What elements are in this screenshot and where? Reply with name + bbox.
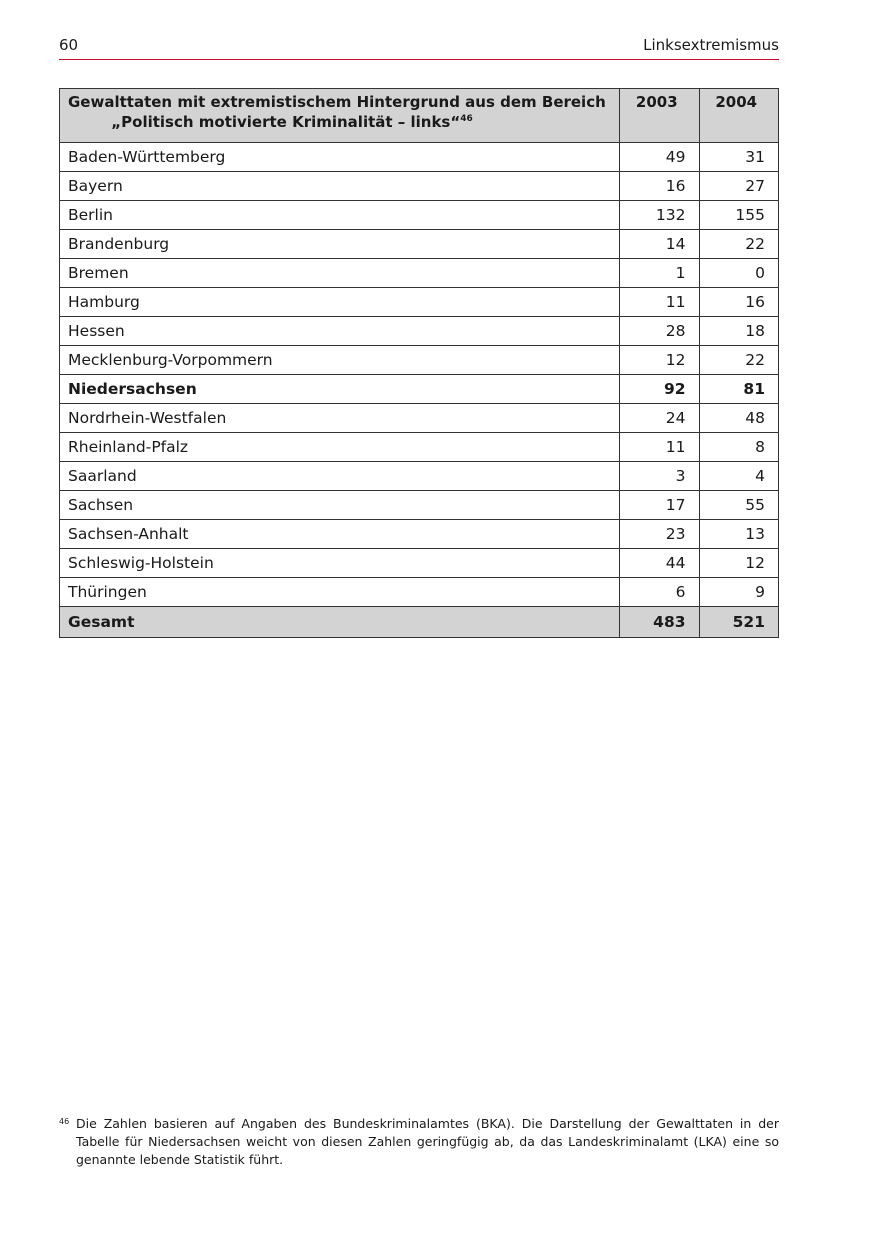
table-row [60, 346, 779, 375]
value-2004: 55 [699, 491, 778, 520]
table-title-line1: Gewalttaten mit extremistischem Hintergrund aus dem Bereich [68, 93, 606, 111]
value-2003: 6 [620, 578, 699, 607]
violence-statistics-table [59, 88, 779, 638]
state-name: Nordrhein-Westfalen [60, 404, 620, 433]
footnote-mark: 46 [59, 1117, 70, 1126]
table-row [60, 520, 779, 549]
table-row [60, 288, 779, 317]
value-2003: 14 [620, 230, 699, 259]
value-2004: 18 [699, 317, 778, 346]
value-2004: 16 [699, 288, 778, 317]
value-2003: 17 [620, 491, 699, 520]
value-2003: 132 [620, 201, 699, 230]
state-name: Niedersachsen [60, 375, 620, 404]
table-row-highlighted [60, 375, 779, 404]
table-row [60, 143, 779, 172]
table-row [60, 491, 779, 520]
value-2003: 16 [620, 172, 699, 201]
table-row [60, 462, 779, 491]
table-title-line2-wrap [68, 113, 606, 131]
value-2003: 44 [620, 549, 699, 578]
state-name: Berlin [60, 201, 620, 230]
state-name: Mecklenburg-Vorpommern [60, 346, 620, 375]
running-title: Linksextremismus [643, 36, 779, 54]
value-2003: 12 [620, 346, 699, 375]
table-title-line2: „Politisch motivierte Kriminalität – links“ [111, 113, 461, 131]
state-name: Hamburg [60, 288, 620, 317]
value-2004: 81 [699, 375, 778, 404]
value-2003: 28 [620, 317, 699, 346]
table-total-row [60, 607, 779, 638]
footnote [59, 1115, 779, 1169]
table-row [60, 172, 779, 201]
state-name: Saarland [60, 462, 620, 491]
value-2003: 49 [620, 143, 699, 172]
value-2004: 27 [699, 172, 778, 201]
state-name: Thüringen [60, 578, 620, 607]
state-name: Bremen [60, 259, 620, 288]
value-2003: 3 [620, 462, 699, 491]
table-row [60, 317, 779, 346]
year-header-2003: 2003 [620, 89, 699, 143]
value-2004: 12 [699, 549, 778, 578]
total-label: Gesamt [60, 607, 620, 638]
table-body [60, 143, 779, 638]
page-header [59, 36, 779, 60]
total-2003: 483 [620, 607, 699, 638]
value-2004: 22 [699, 346, 778, 375]
value-2003: 24 [620, 404, 699, 433]
state-name: Sachsen-Anhalt [60, 520, 620, 549]
value-2003: 11 [620, 433, 699, 462]
value-2004: 48 [699, 404, 778, 433]
value-2004: 13 [699, 520, 778, 549]
state-name: Brandenburg [60, 230, 620, 259]
table-row [60, 230, 779, 259]
value-2004: 0 [699, 259, 778, 288]
value-2003: 92 [620, 375, 699, 404]
table-row [60, 259, 779, 288]
value-2004: 155 [699, 201, 778, 230]
state-name: Hessen [60, 317, 620, 346]
table-row [60, 433, 779, 462]
state-name: Schleswig-Holstein [60, 549, 620, 578]
value-2003: 1 [620, 259, 699, 288]
table-row [60, 578, 779, 607]
year-header-2004: 2004 [699, 89, 778, 143]
table-row [60, 201, 779, 230]
total-2004: 521 [699, 607, 778, 638]
value-2004: 4 [699, 462, 778, 491]
state-name: Sachsen [60, 491, 620, 520]
value-2003: 11 [620, 288, 699, 317]
value-2003: 23 [620, 520, 699, 549]
table-row [60, 404, 779, 433]
footnote-text: Die Zahlen basieren auf Angaben des Bundeskriminalamtes (BKA). Die Darstellung der Gewalttaten in der Tabelle für Niedersachsen weicht von diesen Zahlen geringfügig ab, da das Landeskriminalamt (LKA) eine so genannte lebende Statistik führt. [76, 1116, 779, 1167]
table-row [60, 549, 779, 578]
value-2004: 22 [699, 230, 778, 259]
state-name: Rheinland-Pfalz [60, 433, 620, 462]
value-2004: 9 [699, 578, 778, 607]
state-name: Bayern [60, 172, 620, 201]
state-name: Baden-Württemberg [60, 143, 620, 172]
value-2004: 31 [699, 143, 778, 172]
table-title [60, 89, 620, 143]
footnote-reference: 46 [460, 114, 473, 124]
table-header-row [60, 89, 779, 143]
value-2004: 8 [699, 433, 778, 462]
page-number: 60 [59, 36, 79, 54]
